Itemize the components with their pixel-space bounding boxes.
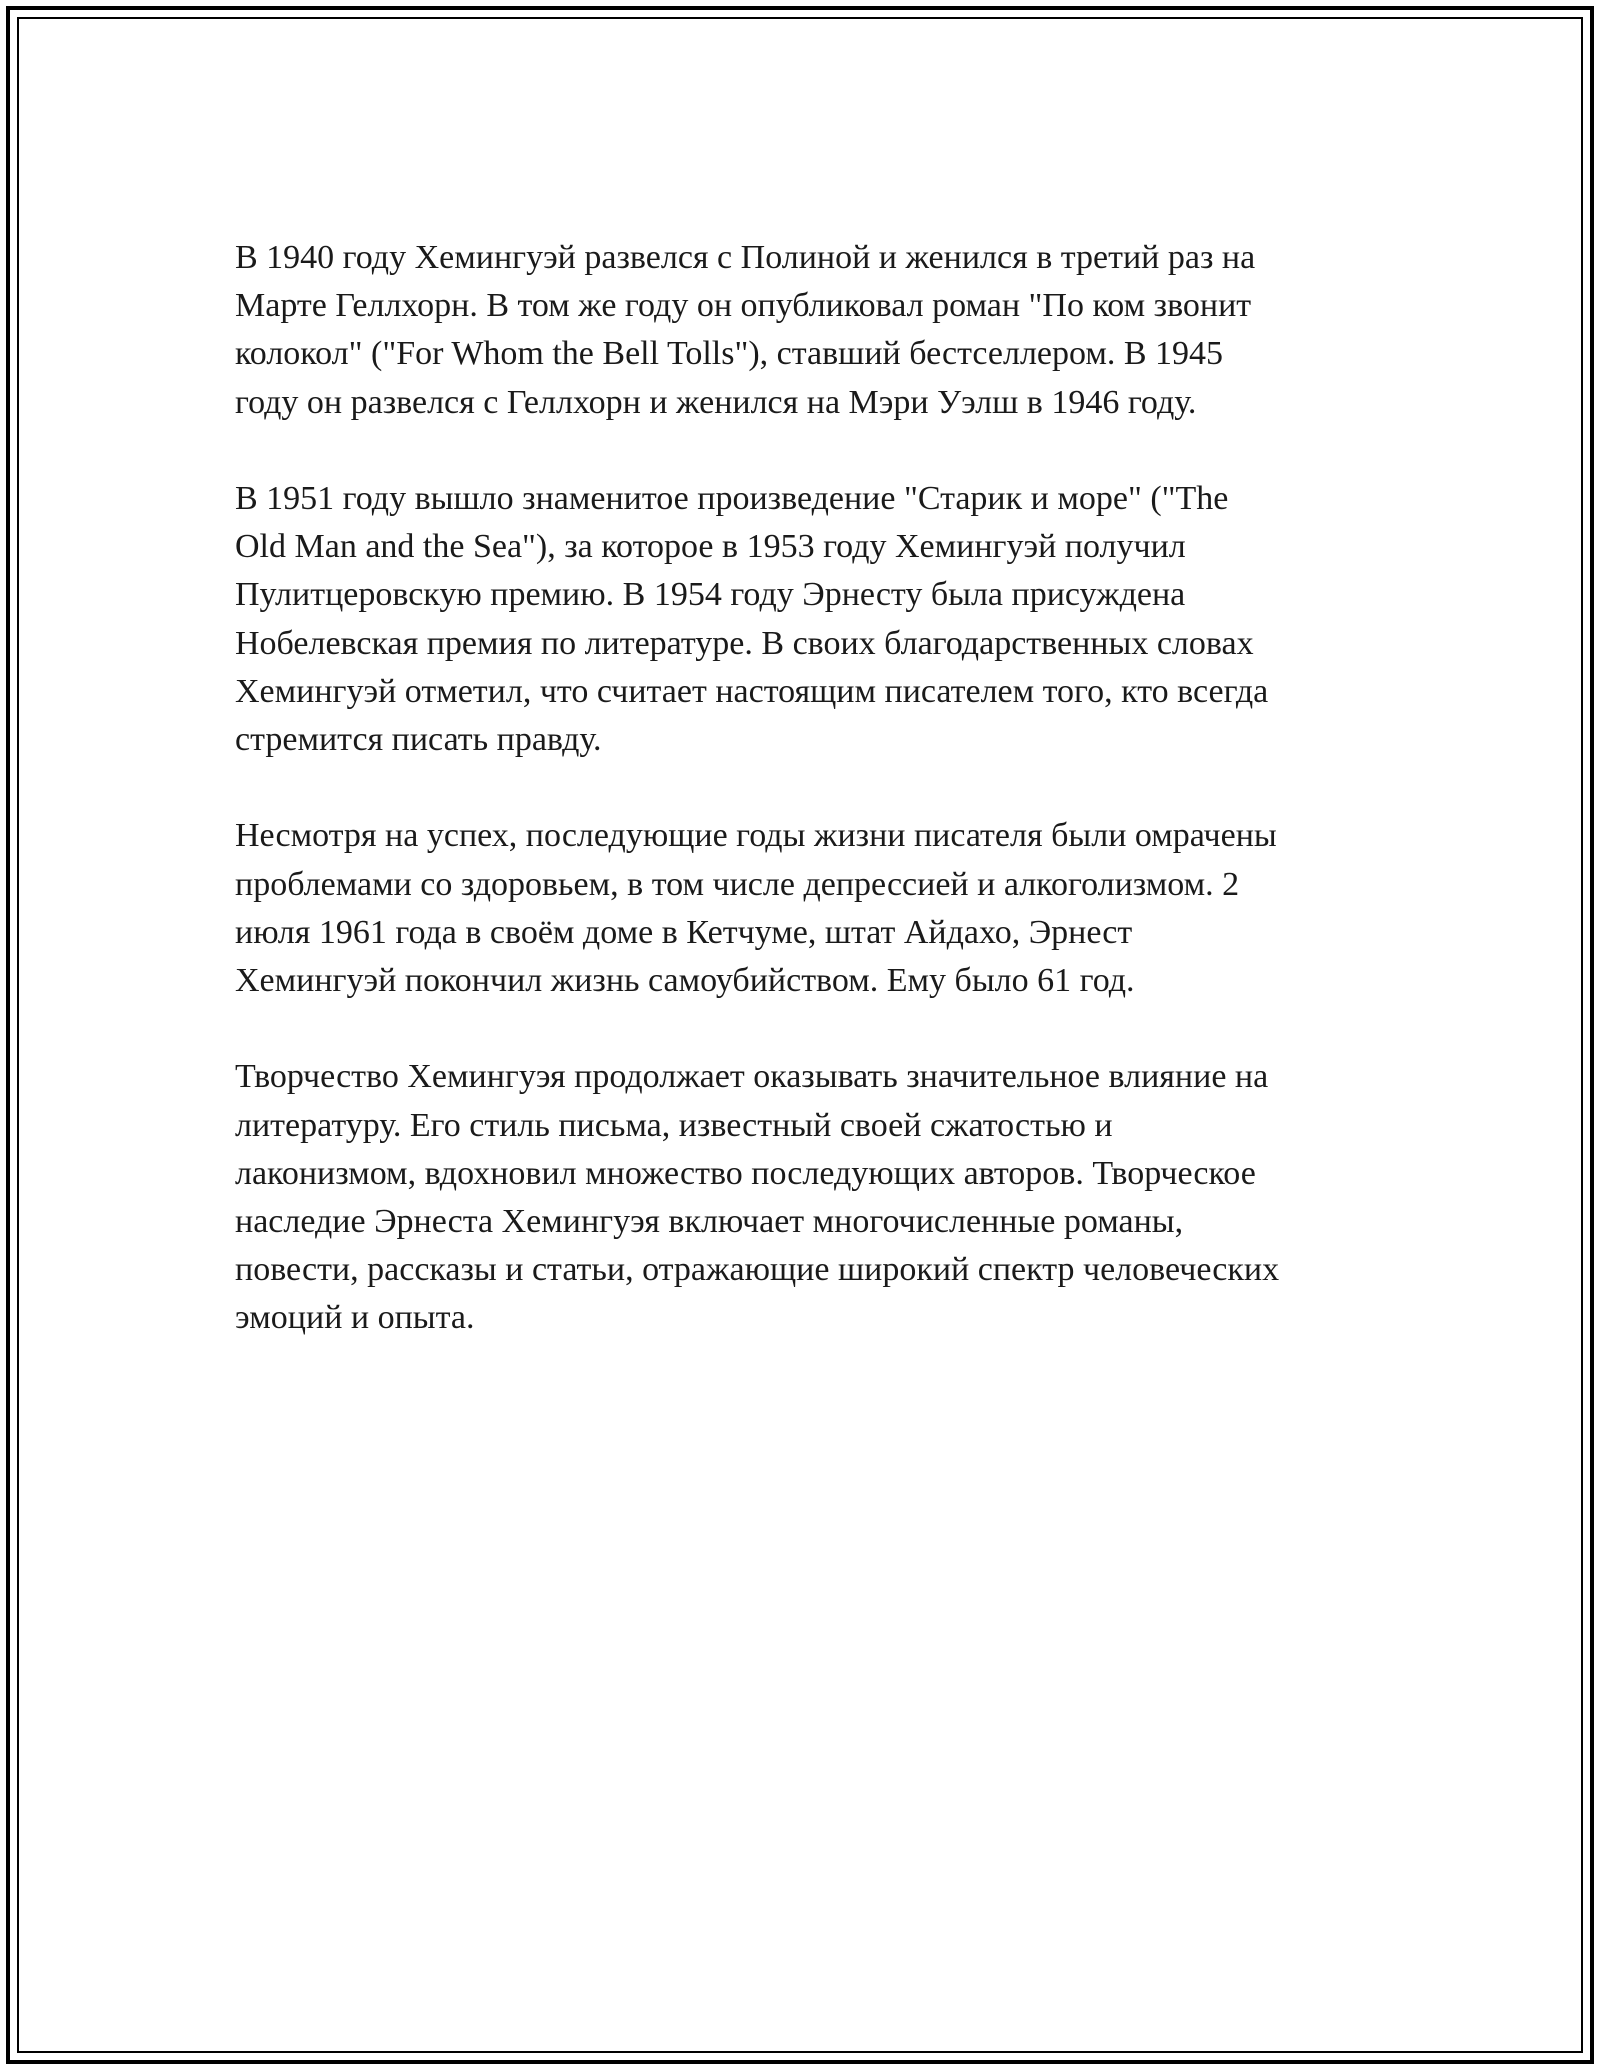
text-line: Пулитцеровскую премию. В 1954 году Эрнесту была присуждена [235, 576, 1186, 614]
text-line: Несмотря на успех, последующие годы жизни писателя были омрачены [235, 817, 1277, 855]
text-line: литературу. Его стиль письма, известный своей сжатостью и [235, 1106, 1113, 1144]
text-line: Old Man and the Sea"), за которое в 1953 году Хемингуэй получил [235, 528, 1186, 566]
text-line: колокол" ("For Whom the Bell Tolls"), ставший бестселлером. В 1945 [235, 335, 1224, 373]
text-line: Марте Геллхорн. В том же году он опубликовал роман "По ком звонит [235, 287, 1252, 325]
text-line: Хемингуэй отметил, что считает настоящим писателем того, кто всегда [235, 672, 1269, 710]
text-line: лаконизмом, вдохновил множество последующих авторов. Творческое [235, 1154, 1256, 1192]
text-line: Творчество Хемингуэя продолжает оказывать значительное влияние на [235, 1058, 1269, 1096]
text-line: В 1951 году вышло знаменитое произведение "Старик и море" ("The [235, 480, 1229, 517]
text-line: Нобелевская премия по литературе. В своих благодарственных словах [235, 624, 1254, 662]
paragraph-1 [235, 234, 1385, 427]
text-line: эмоций и опыта. [235, 1299, 475, 1337]
text-line: июля 1961 года в своём доме в Кетчуме, штат Айдахо, Эрнест [235, 913, 1133, 951]
text-line: году он развелся с Геллхорн и женился на Мэри Уэлш в 1946 году. [235, 383, 1197, 421]
paragraph-2 [235, 475, 1385, 764]
text-line: наследие Эрнеста Хемингуэя включает многочисленные романы, [235, 1203, 1184, 1241]
paragraph-4 [235, 1053, 1385, 1342]
text-line: стремится писать правду. [235, 721, 602, 759]
text-line: повести, рассказы и статьи, отражающие широкий спектр человеческих [235, 1251, 1280, 1289]
text-line: проблемами со здоровьем, в том числе депрессией и алкоголизмом. 2 [235, 865, 1240, 903]
text-line: В 1940 году Хемингуэй развелся с Полиной и женился в третий раз на [235, 239, 1256, 276]
paragraph-3 [235, 812, 1385, 1005]
text-line: Хемингуэй покончил жизнь самоубийством. Ему было 61 год. [235, 962, 1135, 1000]
document-body [235, 234, 1385, 1391]
